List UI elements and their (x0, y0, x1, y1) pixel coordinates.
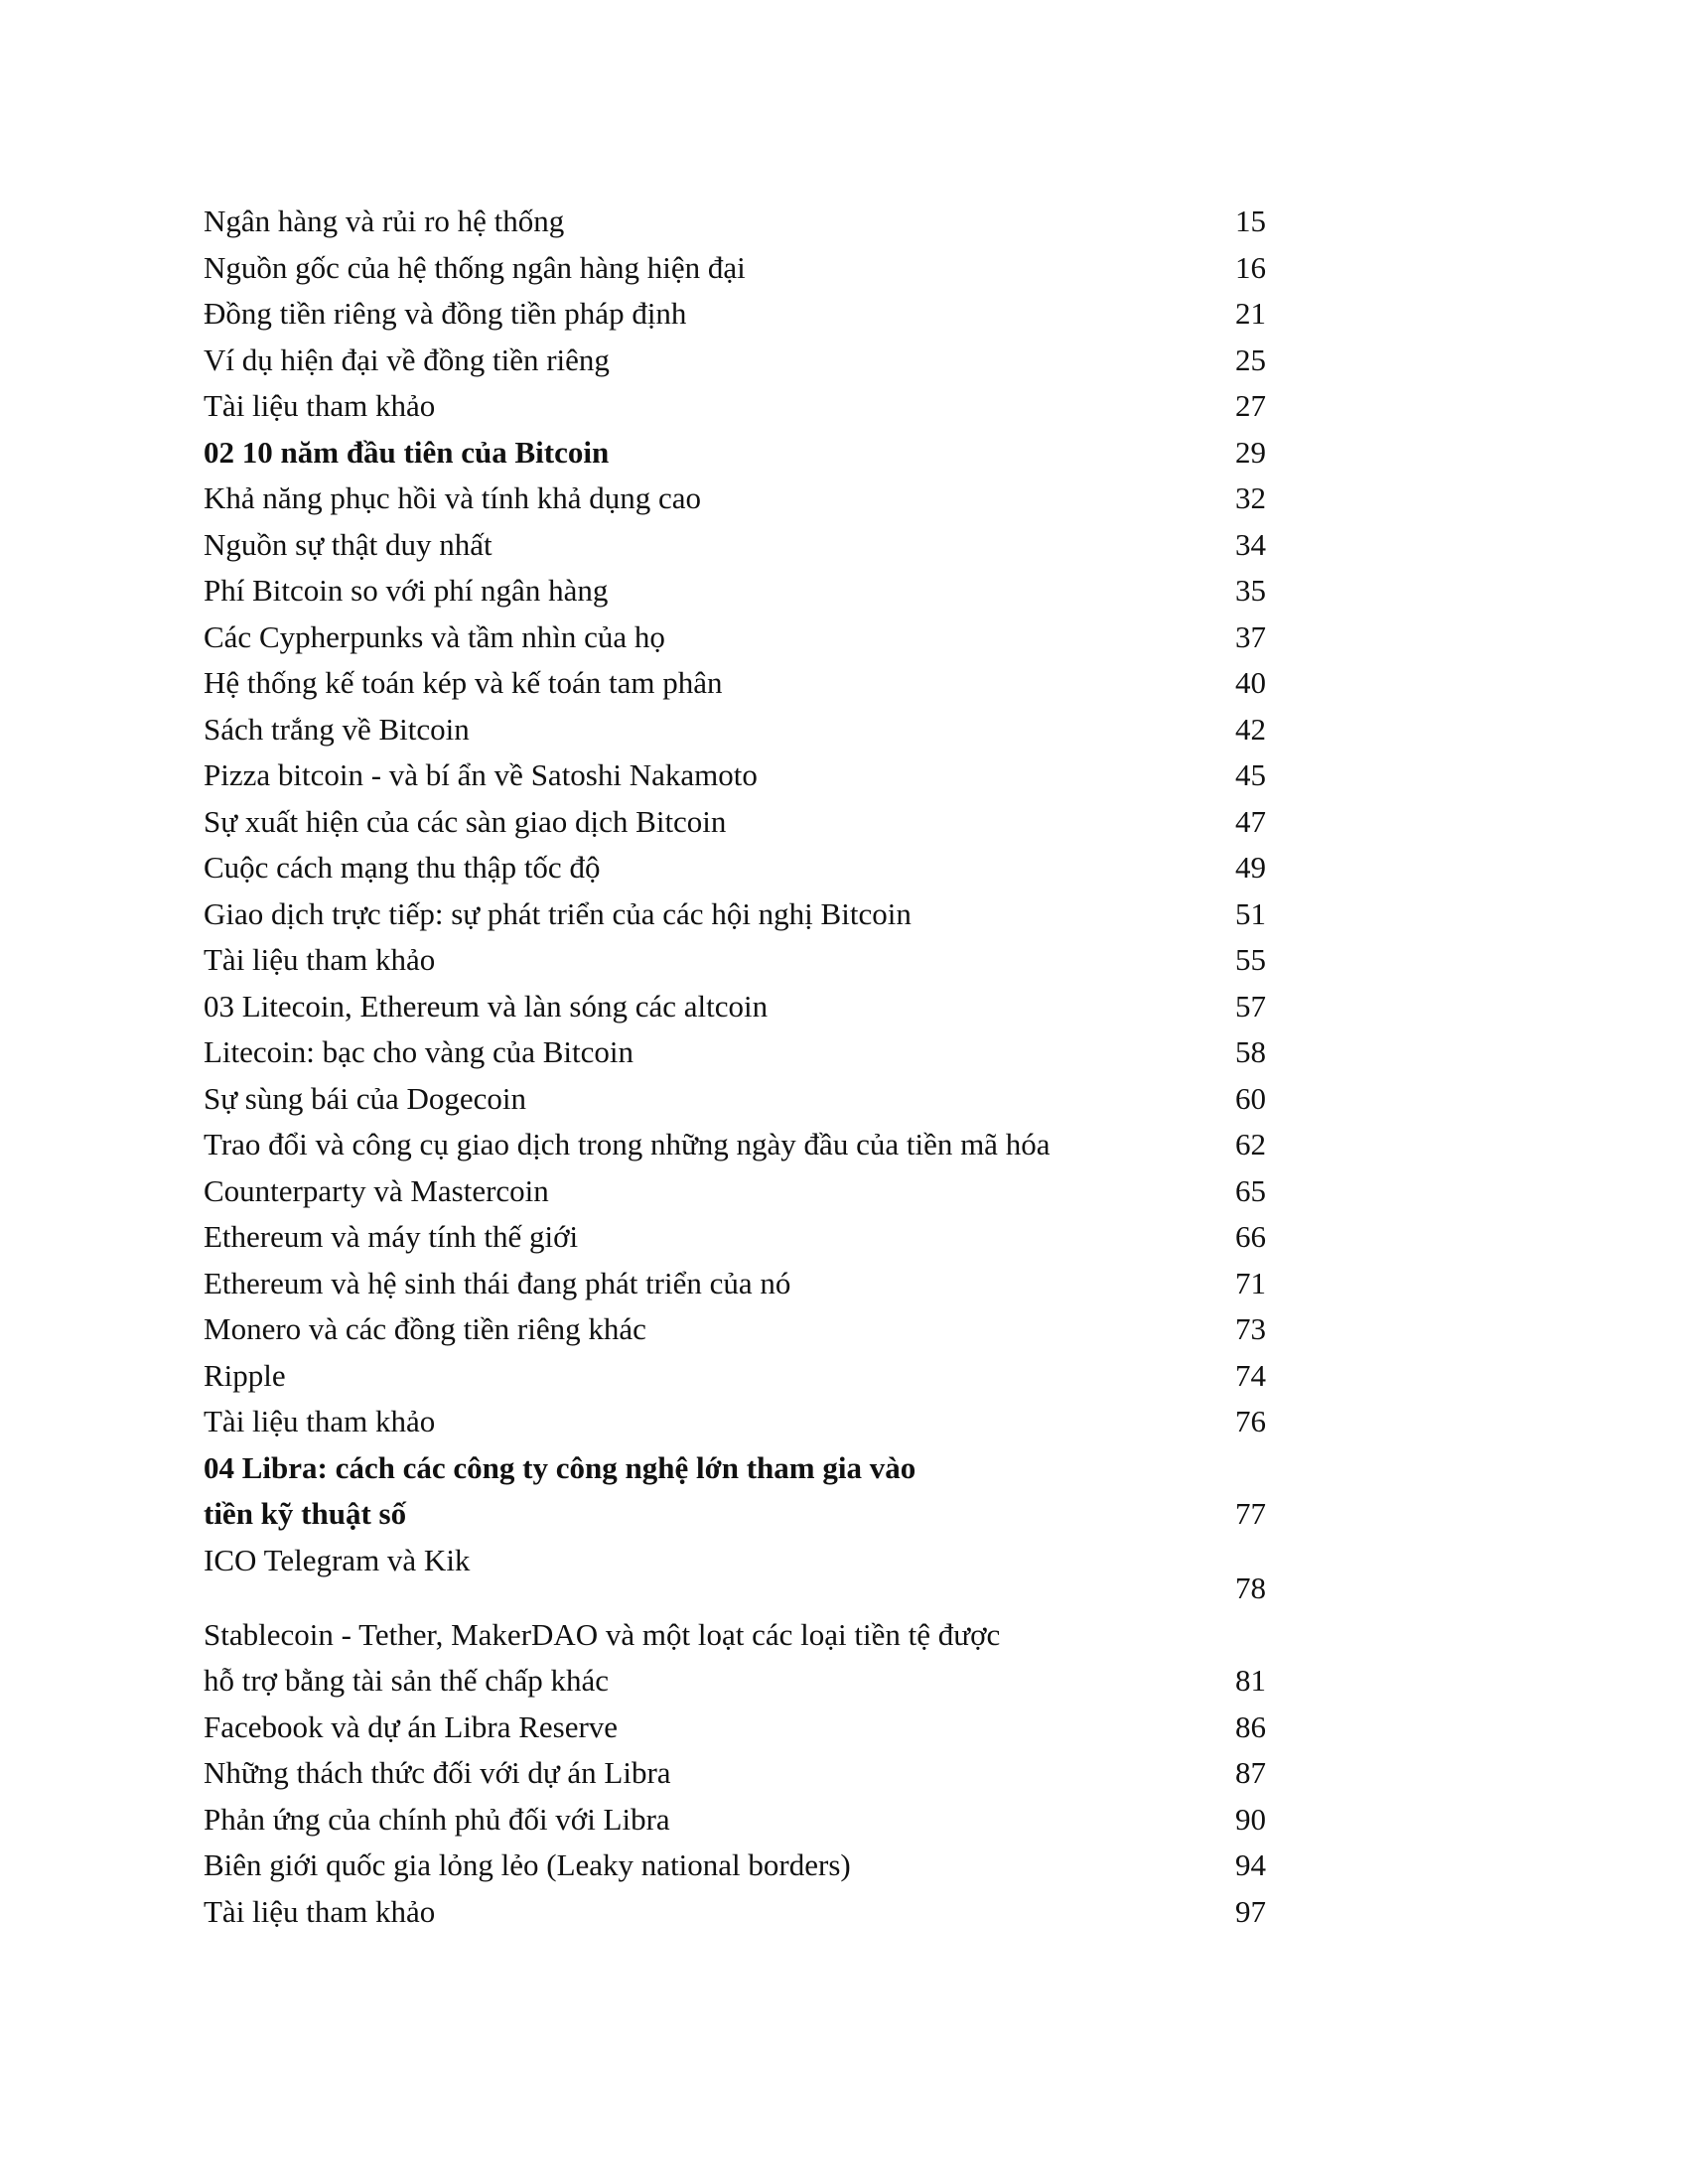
toc-entry-page: 74 (1235, 1357, 1266, 1393)
toc-entry-title: Đồng tiền riêng và đồng tiền pháp định (204, 296, 687, 331)
toc-entry (204, 245, 1266, 292)
toc-entry-title: Pizza bitcoin - và bí ẩn về Satoshi Nakamoto (204, 757, 758, 792)
toc-entry-title: Stablecoin - Tether, MakerDAO và một loạt các loại tiền tệ được hỗ trợ bằng tài sản thế chấp khác (204, 1616, 1001, 1698)
toc-entry-title: Tài liệu tham khảo (204, 1404, 436, 1438)
toc-entry-title: ICO Telegram và Kik (204, 1542, 471, 1577)
toc-entry-page: 42 (1235, 711, 1266, 747)
toc-entry-page: 86 (1235, 1708, 1266, 1744)
toc-entry-page: 51 (1235, 895, 1266, 931)
toc-entry-page: 55 (1235, 942, 1266, 977)
toc-entry (204, 1353, 1266, 1400)
toc-entry-title: Sự xuất hiện của các sàn giao dịch Bitcoin (204, 803, 727, 839)
toc-entry-title: Cuộc cách mạng thu thập tốc độ (204, 850, 601, 885)
toc-entry (204, 1122, 1266, 1168)
toc-entry-page: 90 (1235, 1801, 1266, 1837)
toc-entry-title: Khả năng phục hồi và tính khả dụng cao (204, 480, 702, 515)
toc-entry-page: 66 (1235, 1219, 1266, 1254)
toc-entry-page: 78 (1235, 1570, 1266, 1605)
toc-entry-page: 25 (1235, 341, 1266, 377)
toc-entry-page: 45 (1235, 757, 1266, 792)
toc-entry (204, 476, 1266, 522)
toc-entry (204, 752, 1266, 799)
toc-entry-page: 58 (1235, 1034, 1266, 1069)
toc-entry-page: 77 (1235, 1496, 1266, 1531)
toc-entry (204, 707, 1266, 753)
toc-entry-title: Phản ứng của chính phủ đối với Libra (204, 1801, 670, 1837)
toc-entry-title: Tài liệu tham khảo (204, 1893, 436, 1929)
toc-entry-page: 37 (1235, 618, 1266, 654)
toc-entry-title: Sự sùng bái của Dogecoin (204, 1080, 527, 1116)
toc-entry (204, 1214, 1266, 1261)
toc-entry-page: 97 (1235, 1893, 1266, 1929)
toc-entry-page: 15 (1235, 204, 1266, 238)
toc-chapter-heading (204, 430, 1266, 477)
toc-entry-page: 81 (1235, 1663, 1266, 1698)
toc-entry-title: Tài liệu tham khảo (204, 388, 436, 423)
toc-entry-page: 21 (1235, 296, 1266, 331)
toc-entry (204, 1168, 1266, 1215)
toc-entry-page: 32 (1235, 480, 1266, 515)
toc-entry (204, 199, 1266, 245)
toc-entry-page: 71 (1235, 1265, 1266, 1300)
toc-entry-page: 49 (1235, 850, 1266, 885)
toc-entry-title: Ngân hàng và rủi ro hệ thống (204, 204, 565, 238)
toc-entry (204, 568, 1266, 614)
toc-entry-title: Giao dịch trực tiếp: sự phát triển của các hội nghị Bitcoin (204, 895, 912, 931)
toc-entry (204, 291, 1266, 338)
toc-entry-title: Counterparty và Mastercoin (204, 1172, 549, 1208)
toc-chapter-title: 02 10 năm đầu tiên của Bitcoin (204, 434, 610, 470)
toc-entry-title: Litecoin: bạc cho vàng của Bitcoin (204, 1034, 633, 1069)
toc-entry (204, 660, 1266, 707)
toc-entry (204, 845, 1266, 891)
toc-entry-title: Ethereum và hệ sinh thái đang phát triển của nó (204, 1265, 791, 1300)
toc-entry-title: Monero và các đồng tiền riêng khác (204, 1311, 646, 1346)
toc-chapter-title: 03 Litecoin, Ethereum và làn sóng các altcoin (204, 988, 769, 1024)
toc-entry-title: Nguồn sự thật duy nhất (204, 526, 492, 562)
toc-chapter-title: 04 Libra: cách các công ty công nghệ lớn tham gia vào tiền kỹ thuật số (204, 1449, 916, 1531)
toc-chapter-heading (204, 984, 1266, 1030)
toc-entry-title: Trao đổi và công cụ giao dịch trong những ngày đầu của tiền mã hóa (204, 1127, 1051, 1161)
toc-entry-page: 60 (1235, 1080, 1266, 1116)
toc-entry (204, 1750, 1266, 1797)
toc-entry-page: 73 (1235, 1311, 1266, 1346)
toc-entry-title: Hệ thống kế toán kép và kế toán tam phân (204, 665, 723, 700)
toc-entry (204, 1705, 1266, 1751)
toc-entry (204, 1538, 1266, 1612)
toc-entry (204, 614, 1266, 661)
toc-entry-title: Ethereum và máy tính thế giới (204, 1219, 579, 1254)
toc-entry-title: Biên giới quốc gia lỏng lẻo (Leaky national borders) (204, 1847, 851, 1882)
toc-chapter-heading (204, 1445, 1266, 1538)
toc-entry (204, 1612, 1266, 1705)
toc-entry-title: Sách trắng về Bitcoin (204, 711, 470, 747)
toc-entry (204, 1029, 1266, 1076)
toc-entry-page: 27 (1235, 388, 1266, 423)
toc-entry-title: Ví dụ hiện đại về đồng tiền riêng (204, 341, 610, 377)
toc-entry (204, 891, 1266, 938)
toc-entry (204, 1076, 1266, 1123)
toc-entry-title: Nguồn gốc của hệ thống ngân hàng hiện đại (204, 249, 746, 285)
toc-entry-page: 35 (1235, 573, 1266, 608)
toc-entry-page: 34 (1235, 526, 1266, 562)
toc-entry (204, 1843, 1266, 1889)
toc-entry-page: 16 (1235, 249, 1266, 285)
toc-entry-page: 87 (1235, 1755, 1266, 1790)
toc-entry-page: 65 (1235, 1172, 1266, 1208)
toc-entry (204, 1889, 1266, 1936)
toc-entry-page: 40 (1235, 665, 1266, 700)
toc-entry (204, 383, 1266, 430)
toc-entry-title: Phí Bitcoin so với phí ngân hàng (204, 573, 609, 608)
toc-entry (204, 1261, 1266, 1307)
toc-entry (204, 522, 1266, 569)
toc-entry-title: Facebook và dự án Libra Reserve (204, 1708, 619, 1744)
toc-entry (204, 1399, 1266, 1445)
toc-entry-title: Các Cypherpunks và tầm nhìn của họ (204, 618, 665, 654)
toc-entry (204, 1306, 1266, 1353)
toc-entry (204, 937, 1266, 984)
toc-entry (204, 338, 1266, 384)
toc-entry-page: 57 (1235, 988, 1266, 1024)
toc-entry-page: 29 (1235, 434, 1266, 470)
toc-entry-title: Tài liệu tham khảo (204, 942, 436, 977)
toc-entry-page: 47 (1235, 803, 1266, 839)
toc-entry-title: Những thách thức đối với dự án Libra (204, 1755, 671, 1790)
toc-entry-page: 76 (1235, 1404, 1266, 1438)
toc-entry-title: Ripple (204, 1357, 286, 1393)
toc-entry-page: 94 (1235, 1847, 1266, 1882)
toc-entry-page: 62 (1235, 1127, 1266, 1161)
toc-entry (204, 799, 1266, 846)
table-of-contents (204, 199, 1266, 1935)
toc-entry (204, 1797, 1266, 1843)
